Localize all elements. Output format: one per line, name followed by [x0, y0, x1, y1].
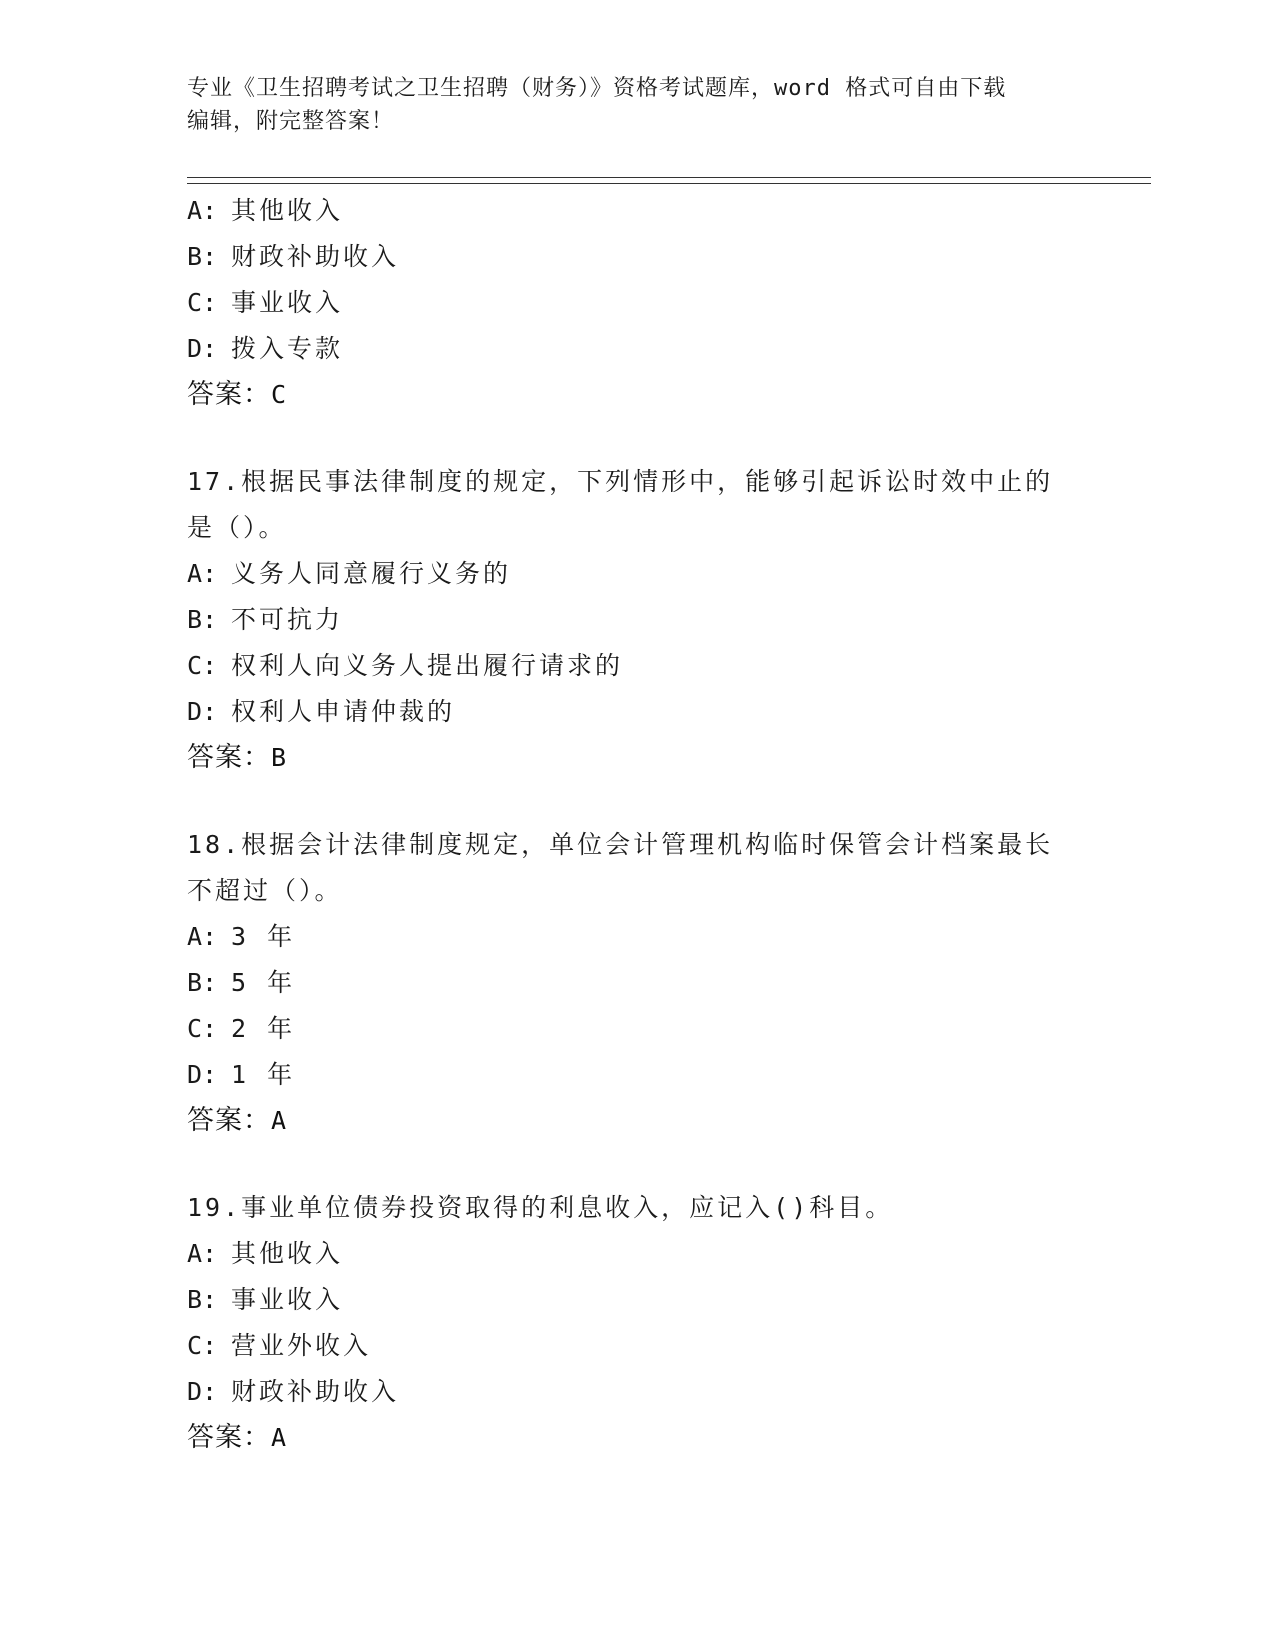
option-c: C: 2 年	[187, 1014, 296, 1043]
question-19	[187, 1185, 1087, 1461]
option-b: B: 财政补助收入	[187, 242, 400, 271]
question-text: 18.根据会计法律制度规定，单位会计管理机构临时保管会计档案最长	[187, 830, 1054, 859]
answer: 答案：A	[187, 1422, 288, 1453]
option-d: D: 财政补助收入	[187, 1377, 400, 1406]
option-a: A: 义务人同意履行义务的	[187, 559, 512, 588]
header-line-2: 编辑，附完整答案！	[187, 109, 395, 134]
question-18	[187, 822, 1087, 1144]
option-c: C: 事业收入	[187, 288, 344, 317]
question-text: 19.事业单位债券投资取得的利息收入，应记入()科目。	[187, 1193, 894, 1222]
option-b: B: 5 年	[187, 968, 296, 997]
option-a: A: 3 年	[187, 922, 296, 951]
question-text-continued: 是（）。	[187, 513, 287, 542]
answer: 答案：B	[187, 742, 288, 773]
header-divider-bottom	[187, 183, 1151, 184]
option-a: A: 其他收入	[187, 1239, 344, 1268]
option-d: D: 拨入专款	[187, 334, 344, 363]
option-b: B: 不可抗力	[187, 605, 344, 634]
option-b: B: 事业收入	[187, 1285, 344, 1314]
question-17	[187, 459, 1087, 781]
question-16	[187, 188, 1087, 418]
question-list	[187, 188, 1087, 1461]
question-text: 17.根据民事法律制度的规定，下列情形中，能够引起诉讼时效中止的	[187, 467, 1054, 496]
header-divider-top	[187, 177, 1151, 178]
option-c: C: 营业外收入	[187, 1331, 372, 1360]
option-d: D: 权利人申请仲裁的	[187, 697, 456, 726]
answer: 答案：C	[187, 379, 288, 410]
answer: 答案：A	[187, 1105, 288, 1136]
question-text-continued: 不超过（）。	[187, 876, 343, 905]
document-header	[187, 72, 1087, 138]
header-line-1: 专业《卫生招聘考试之卫生招聘（财务）》资格考试题库，word 格式可自由下载	[187, 76, 1007, 101]
option-a: A: 其他收入	[187, 196, 344, 225]
option-c: C: 权利人向义务人提出履行请求的	[187, 651, 624, 680]
option-d: D: 1 年	[187, 1060, 296, 1089]
